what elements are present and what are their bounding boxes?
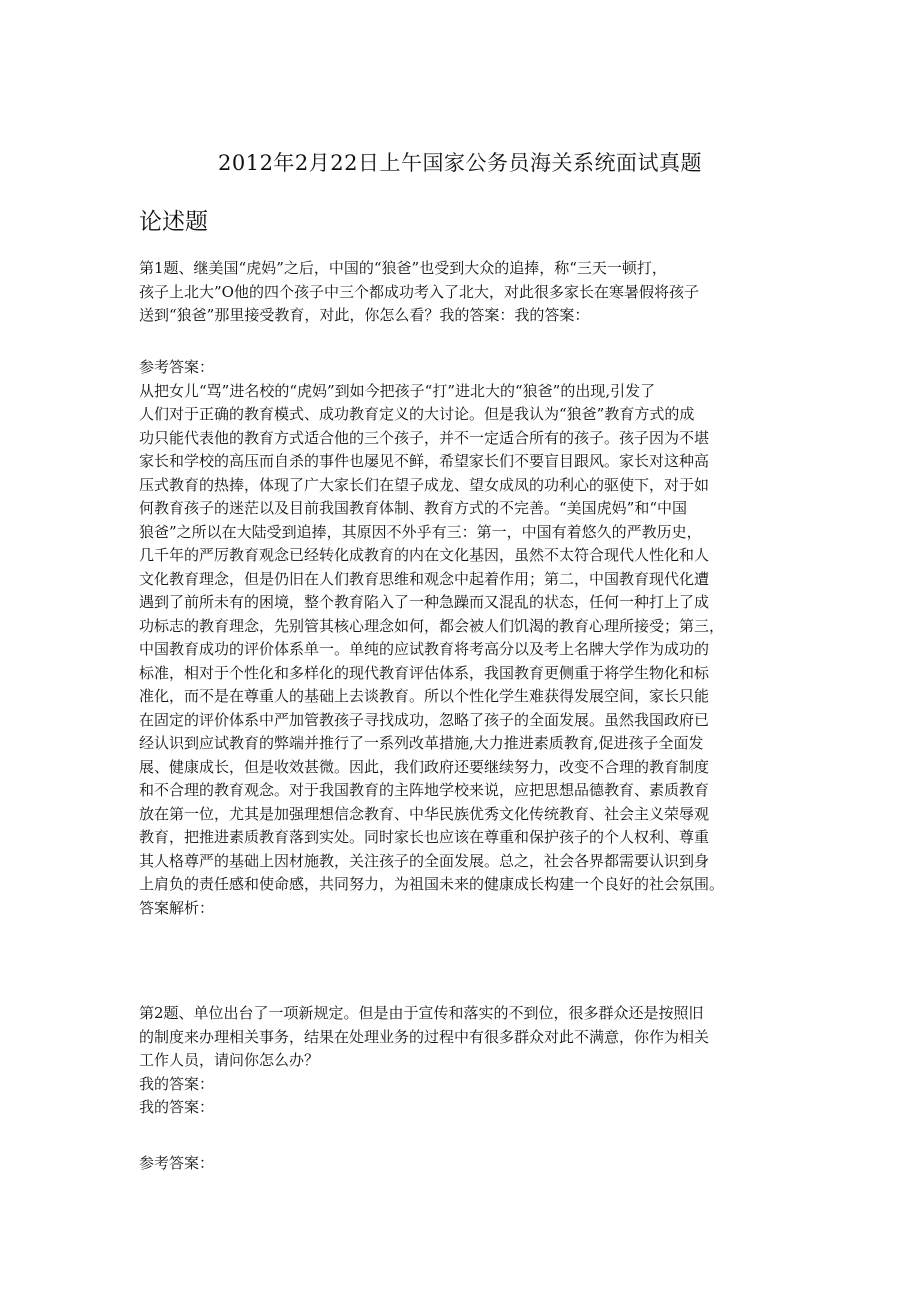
question-line: 孩子上北大”O他的四个孩子中三个都成功考入了北大，对此很多家长在寒暑假将孩子	[139, 282, 699, 301]
question-line: 送到“狼爸”那里接受教育，对此，你怎么看？我的答案：我的答案：	[139, 306, 590, 324]
answer-line: 中国教育成功的评价体系单一。单纯的应试教育将考高分以及考上名牌大学作为成功的	[139, 640, 710, 658]
answer-line: 从把女儿“骂”进名校的“虎妈”到如今把孩子“打”进北大的“狼爸”的出现,引发了	[139, 381, 656, 400]
answer-line: 经认识到应试教育的弊端并推行了一系列改革措施,大力推进素质教育,促进孩子全面发	[139, 734, 704, 752]
answer-line: 在固定的评价体系中严加管教孩子寻找成功，忽略了孩子的全面发展。虽然我国政府已	[139, 710, 710, 729]
answer-line: 其人格尊严的基础上因材施教，关注孩子的全面发展。总之，社会各界都需要认识到身	[139, 851, 710, 870]
my-answer-label: 我的答案：	[139, 1074, 215, 1093]
answer-line: 家长和学校的高压而自杀的事件也屡见不鲜，希望家长们不要盲目跟风。家长对这种高	[139, 452, 710, 470]
section-heading: 论述题	[139, 209, 208, 235]
answer-line: 放在第一位，尤其是加强理想信念教育、中华民族优秀文化传统教育、社会主义荣辱观	[139, 804, 710, 823]
answer-line: 功标志的教育理念，先别管其核心理念如何，都会被人们饥渴的教育心理所接受；第三，	[139, 616, 725, 635]
answer-line: 上肩负的责任感和使命感，共同努力，为祖国未来的健康成长构建一个良好的社会氛围。	[139, 875, 725, 893]
question-1	[139, 257, 799, 328]
answer-line: 教育，把推进素质教育落到实处。同时家长也应该在尊重和保护孩子的个人权利、尊重	[139, 828, 710, 846]
answer-analysis-label: 答案解析：	[139, 898, 215, 917]
answer-line: 文化教育理念，但是仍旧在人们教育思维和观念中起着作用；第二，中国教育现代化遭	[139, 569, 710, 588]
answer-line: 人们对于正确的教育模式、成功教育定义的大讨论。但是我认为“狼爸”教育方式的成	[139, 405, 695, 423]
question-2-reference-answer	[139, 1152, 799, 1176]
answer-line: 遇到了前所未有的困境，整个教育陷入了一种急躁而又混乱的状态，任何一种打上了成	[139, 593, 710, 611]
my-answer-label: 我的答案：	[139, 1098, 215, 1116]
question-2	[139, 1002, 799, 1120]
reference-answer-label: 参考答案：	[139, 1154, 215, 1172]
reference-answer-label: 参考答案：	[139, 358, 215, 376]
answer-line: 展、健康成长，但是收效甚微。因此，我们政府还要继续努力，改变不合理的教育制度	[139, 757, 710, 776]
answer-line: 标准，相对于个性化和多样化的现代教育评估体系，我国教育更侧重于将学生物化和标	[139, 663, 710, 682]
answer-line: 和不合理的教育观念。对于我国教育的主阵地学校来说，应把思想品德教育、素质教育	[139, 781, 710, 799]
question-line: 第1题、继美国“虎妈”之后，中国的“狼爸”也受到大众的追捧，称“三天一顿打，	[139, 259, 667, 277]
question-1-reference-answer	[139, 356, 799, 920]
question-line: 的制度来办理相关事务，结果在处理业务的过程中有很多群众对此不满意，你作为相关	[139, 1027, 710, 1046]
document-title: 2012年2月22日上午国家公务员海关系统面试真题	[217, 151, 703, 175]
question-line: 工作人员，请问你怎么办？	[139, 1051, 320, 1069]
answer-line: 狼爸”之所以在大陆受到追捧，其原因不外乎有三：第一，中国有着悠久的严教历史，	[139, 522, 702, 541]
answer-line: 准化，而不是在尊重人的基础上去谈教育。所以个性化学生难获得发展空间，家长只能	[139, 687, 710, 705]
answer-line: 功只能代表他的教育方式适合他的三个孩子，并不一定适合所有的孩子。孩子因为不堪	[139, 428, 710, 447]
question-line: 第2题、单位出台了一项新规定。但是由于宣传和落实的不到位，很多群众还是按照旧	[139, 1004, 704, 1022]
answer-line: 几千年的严厉教育观念已经转化成教育的内在文化基因，虽然不太符合现代人性化和人	[139, 546, 710, 564]
answer-line: 压式教育的热捧，体现了广大家长们在望子成龙、望女成凤的功利心的驱使下，对于如	[139, 475, 710, 494]
answer-line: 何教育孩子的迷茫以及目前我国教育体制、教育方式的不完善。“美国虎妈”和“中国	[139, 499, 688, 517]
